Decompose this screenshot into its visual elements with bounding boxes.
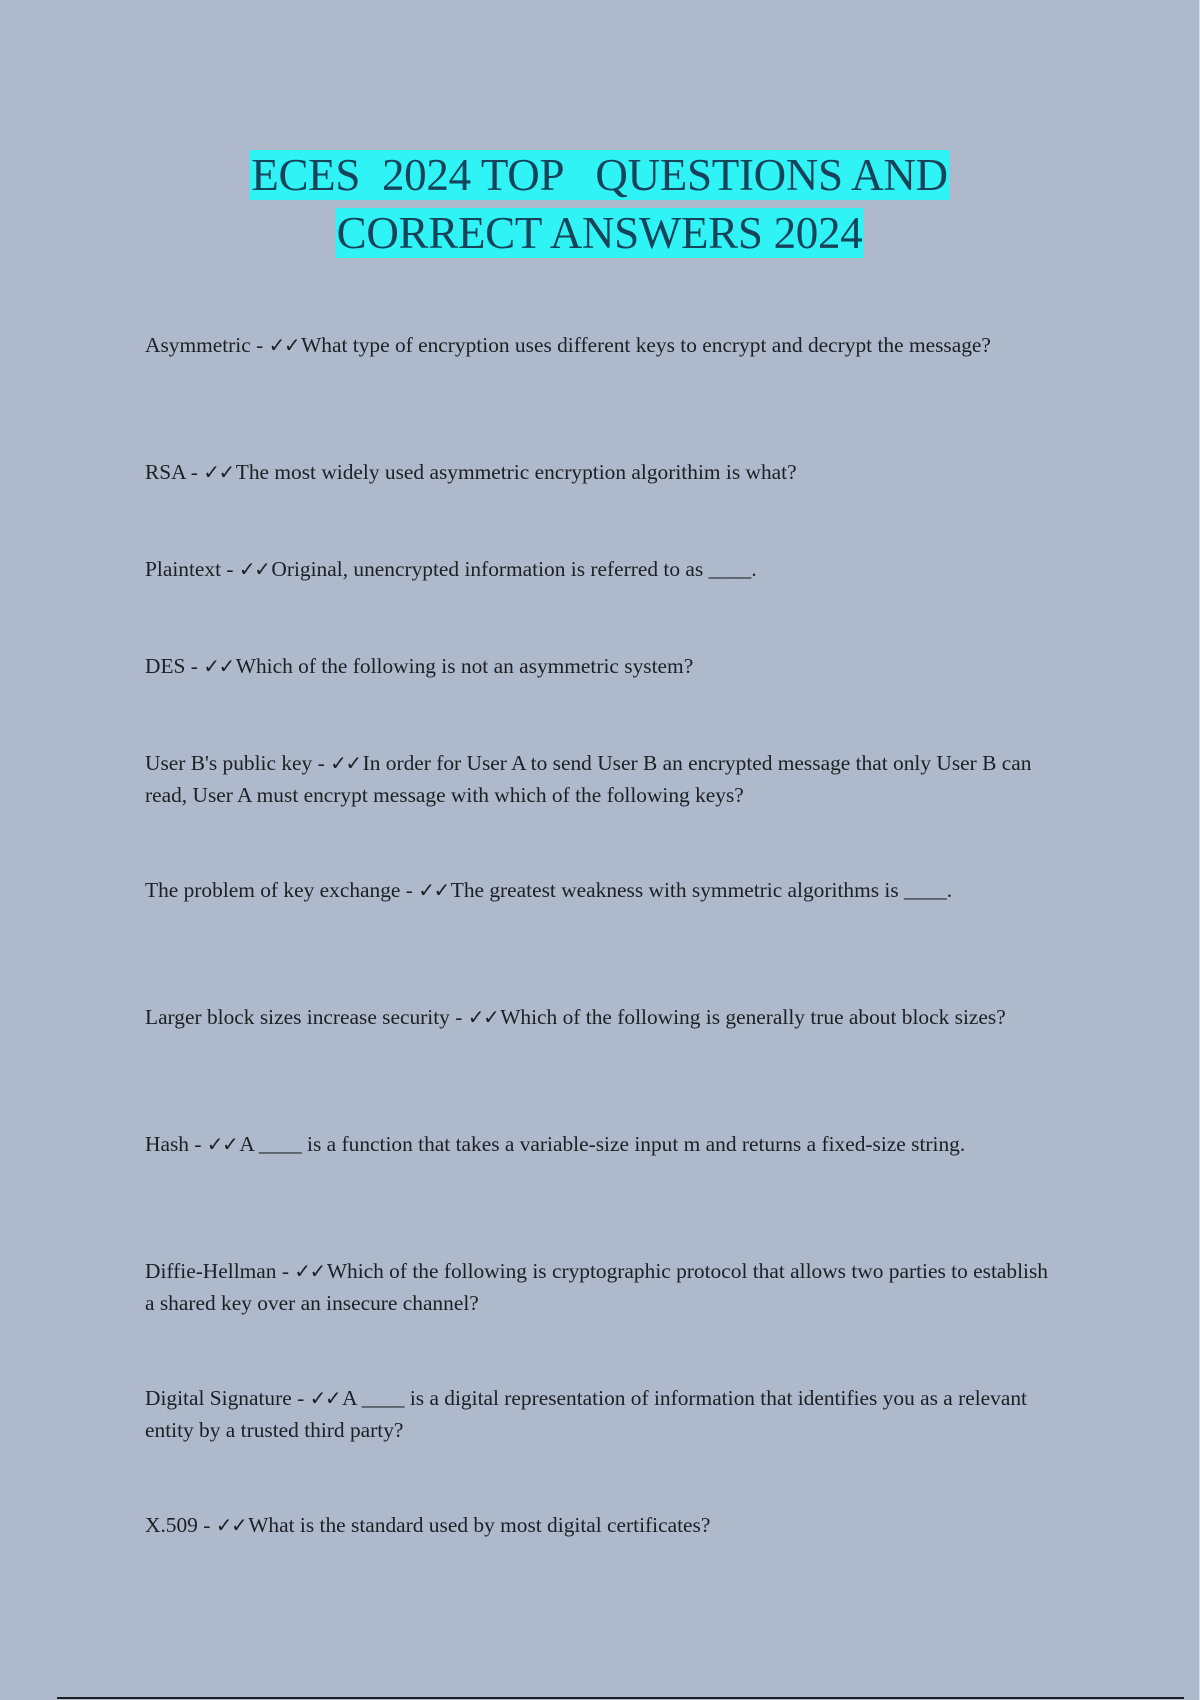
qa-item <box>145 554 1055 586</box>
qa-separator: - <box>291 1386 310 1410</box>
qa-separator: - <box>197 1513 216 1537</box>
check-icon: ✓✓ <box>309 1386 341 1410</box>
qa-question: Which of the following is cryptographic protocol that allows two parties to establish a shared key over an insecure channel? <box>145 1259 1048 1315</box>
qa-separator: - <box>312 751 331 775</box>
qa-answer: RSA <box>145 460 186 484</box>
qa-separator: - <box>276 1259 295 1283</box>
qa-answer: Diffie-Hellman <box>145 1259 277 1283</box>
qa-item <box>145 1129 1055 1161</box>
qa-question: The greatest weakness with symmetric algorithms is ____. <box>450 878 953 902</box>
qa-question: What type of encryption uses different keys to encrypt and decrypt the message? <box>301 333 991 357</box>
check-icon: ✓✓ <box>206 1132 238 1156</box>
check-icon: ✓✓ <box>203 460 234 484</box>
qa-separator: - <box>400 878 419 902</box>
qa-separator: - <box>185 460 204 484</box>
qa-answer: The problem of key exchange <box>145 878 401 902</box>
title-line-1: ECES 2024 TOP QUESTIONS AND <box>251 150 948 200</box>
qa-separator: - <box>449 1005 468 1029</box>
qa-answer: Digital Signature <box>145 1386 292 1410</box>
qa-question: Which of the following is generally true about block sizes? <box>500 1005 1006 1029</box>
document-title <box>0 146 1199 262</box>
qa-question: The most widely used asymmetric encryption algorithim is what? <box>235 460 797 484</box>
qa-separator: - <box>188 1132 207 1156</box>
qa-item <box>145 651 1055 683</box>
qa-question: A ____ is a digital representation of information that identifies you as a relevant entity by a trusted third party? <box>145 1386 1028 1442</box>
qa-answer: X.509 <box>145 1513 198 1537</box>
qa-question: What is the standard used by most digital certificates? <box>248 1513 711 1537</box>
qa-item <box>145 748 1055 811</box>
qa-answer: Larger block sizes increase security <box>145 1005 450 1029</box>
qa-separator: - <box>221 557 239 581</box>
qa-answer: User B's public key <box>145 751 313 775</box>
qa-question: Which of the following is not an asymmetric system? <box>235 654 694 678</box>
qa-separator: - <box>250 333 269 357</box>
qa-separator: - <box>185 654 204 678</box>
qa-answer: DES <box>145 654 186 678</box>
title-line-2: CORRECT ANSWERS 2024 <box>336 208 863 258</box>
qa-item <box>145 1256 1055 1319</box>
qa-item <box>145 1510 1055 1542</box>
qa-answer: Asymmetric <box>145 333 251 357</box>
check-icon: ✓✓ <box>203 654 234 678</box>
qa-question: In order for User A to send User B an encrypted message that only User B can read, User A must encrypt message with which of the following keys? <box>145 751 1032 807</box>
qa-item <box>145 457 1055 489</box>
qa-question: Original, unencrypted information is referred to as ____. <box>271 557 757 581</box>
page-bottom-rule <box>57 1697 1184 1699</box>
qa-item <box>145 875 1055 907</box>
check-icon: ✓✓ <box>330 751 361 775</box>
qa-item <box>145 1002 1055 1034</box>
check-icon: ✓✓ <box>215 1513 247 1537</box>
check-icon: ✓✓ <box>418 878 449 902</box>
check-icon: ✓✓ <box>238 557 270 581</box>
qa-item <box>145 1383 1055 1446</box>
qa-question: A ____ is a function that takes a variable-size input m and returns a fixed-size string. <box>239 1132 966 1156</box>
qa-answer: Plaintext <box>145 557 222 581</box>
qa-answer: Hash <box>145 1132 189 1156</box>
qa-item <box>145 330 1055 362</box>
check-icon: ✓✓ <box>467 1005 499 1029</box>
check-icon: ✓✓ <box>268 333 300 357</box>
check-icon: ✓✓ <box>294 1259 325 1283</box>
